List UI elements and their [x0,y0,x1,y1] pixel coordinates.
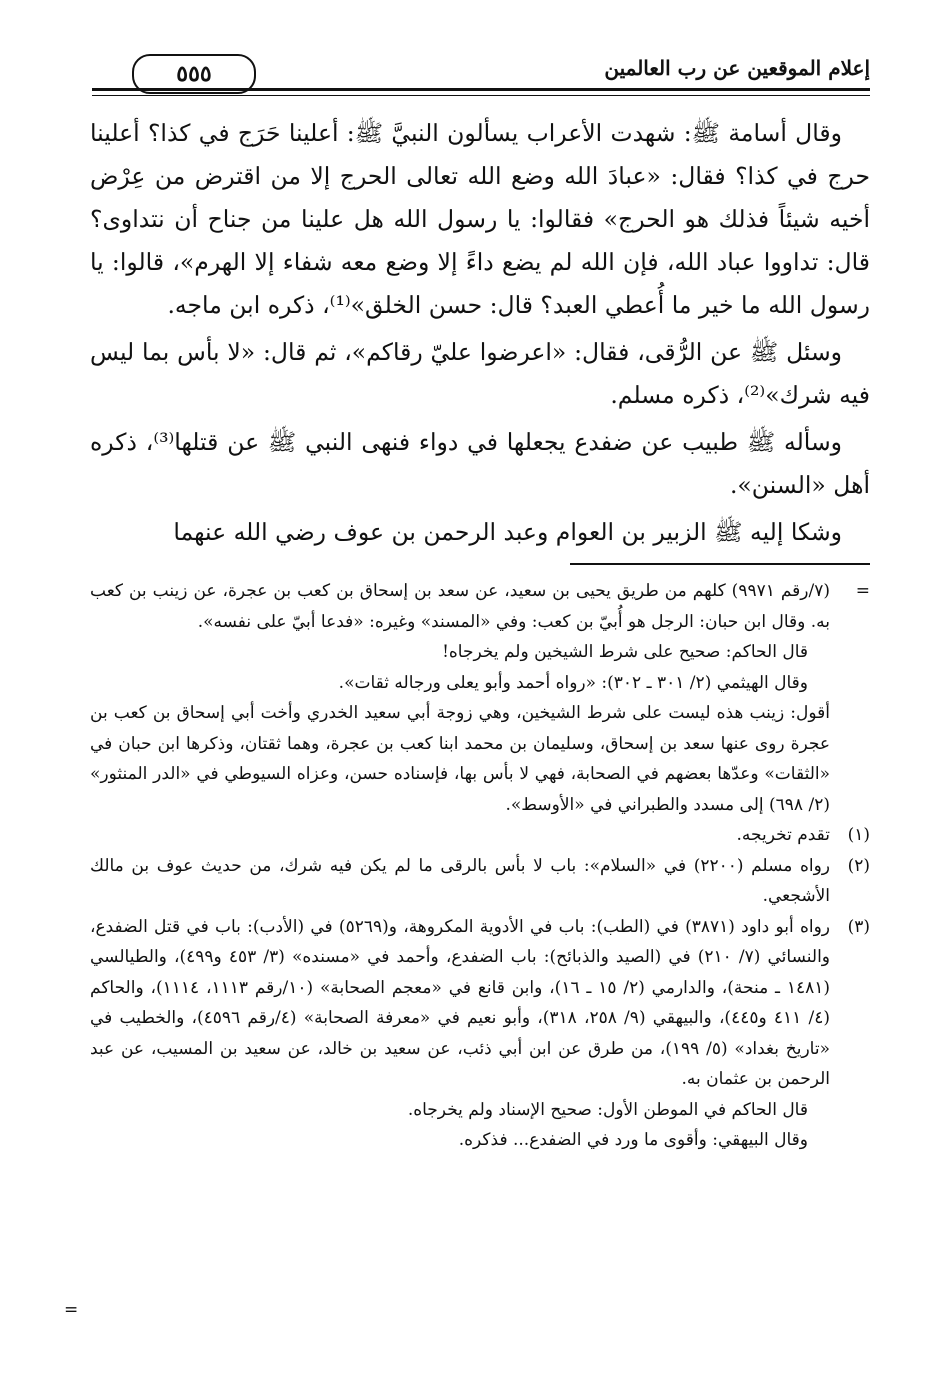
footnote-line: (٧/رقم ٩٩٧١) كلهم من طريق يحيى بن سعيد، عن سعد بن إسحاق بن كعب بن عجرة، عن زينب بن كعب به. وقال ابن حبان: الرجل هو أُبيّ بن كعب: وفي «المسند» وغيره: «فدعا أبيّ على نفسه». [90,581,831,632]
footnote-line: قال الحاكم: صحيح على شرط الشيخين ولم يخرجاه! [442,642,808,662]
header-rule-thin [92,95,870,96]
footnote-mark: (٢) [847,855,870,876]
paragraph: وشكا إليه ﷺ الزبير بن العوام وعبد الرحمن بن عوف رضي الله عنهما [173,518,842,546]
footnote-mark: = [855,581,870,601]
paragraph: وقال أسامة ﷺ: شهدت الأعراب يسألون النبيَّ ﷺ: أعلينا حَرَج في كذا؟ أعلينا حرج في كذا؟ فقال: «عبادَ الله وضع الله تعالى الحرج إلا من اقترض من عِرْض أخيه شيئاً فذلك هو الحرج» فقالوا: يا رسول الله هل علينا من جناح أن نتداوى؟ قال: تداووا عباد الله، فإن الله لم يضع داءً إلا وضع معه شفاء إلا الهرم»، قالوا: يا رسول الله ما خير ما أُعطي العبد؟ قال: حسن الخلق»⁽¹⁾، ذكره ابن ماجه. [90,119,870,319]
footnote-separator [570,563,870,565]
footnote-2 [90,851,870,912]
footnote-3 [90,912,870,1156]
footnote-line: تقدم تخريجه. [736,825,830,845]
footnote-line: رواه أبو داود (٣٨٧١) في (الطب): باب في الأدوية المكروهة، و(٥٢٦٩) في (الأدب): باب في قتل الضفدع، والنسائي (٧/ ٢١٠) في (الصيد والذبائح): باب الضفدع، وأحمد في «مسنده» (٣/ ٤٥٣ و٤٩٩)، والطيالسي (١٤٨١ ـ منحة)، والدارمي (٢/ ١٥ ـ ١٦)، وابن قانع في «معجم الصحابة» (١٠/رقم ١١١٣، ١١١٤)، والحاكم (٤/ ٤١١ و٤٤٥)، والبيهقي (٩/ ٢٥٨، ٣١٨)، وأبو نعيم في «معرفة الصحابة» (٤/رقم ٤٥٩٦)، والخطيب في «تاريخ بغداد» (٥/ ١٩٩)، من طرق عن ابن أبي ذئب، عن سعيد بن خالد، عن سعيد بن المسيب، عن عبد الرحمن بن عثمان به. [90,916,831,1089]
footnote-continued [90,576,870,820]
footnote-line: أقول: زينب هذه ليست على شرط الشيخين، وهي زوجة أبي سعيد الخدري وأخت أبي إسحاق بن كعب بن عجرة روى عنها سعد بن إسحاق، وسليمان بن محمد ابنا كعب بن عجرة، وهما ثقتان، وذكرها ابن حبان في «الثقات» وعدّها بعضهم في الصحابة، فهي لا بأس بها، فإسناده حسن، وعزاه السيوطي في «الدر المنثور» (٢/ ٦٩٨) إلى مسدد والطبراني في «الأوسط». [90,703,830,815]
footnote-line: وقال الهيثمي (٢/ ٣٠١ ـ ٣٠٢): «رواه أحمد وأبو يعلى ورجاله ثقات». [338,672,808,693]
book-title: إعلام الموقعين عن رب العالمين [604,56,870,80]
paragraph: وسئل ﷺ عن الرُّقى، فقال: «اعرضوا عليّ رقاكم»، ثم قال: «لا بأس بما ليس فيه شرك»⁽²⁾، ذكره مسلم. [90,338,870,409]
paragraph: وسأله ﷺ طبيب عن ضفدع يجعلها في دواء فنهى النبي ﷺ عن قتلها⁽³⁾، ذكره أهل «السنن». [90,428,870,499]
running-header [92,52,870,92]
header-rule-thick [92,88,870,91]
footnote-mark: (١) [847,825,870,845]
continuation-mark: = [64,1300,79,1320]
page-number: ٥٥٥ [132,54,256,94]
footnote-line: رواه مسلم (٢٢٠٠) في «السلام»: باب لا بأس بالرقى ما لم يكن فيه شرك، من حديث عوف بن مالك الأشجعي. [90,855,831,906]
footnote-1 [90,820,870,851]
footnote-line: وقال البيهقي: وأقوى ما ورد في الضفدع... فذكره. [458,1130,808,1150]
footnote-line: قال الحاكم في الموطن الأول: صحيح الإسناد ولم يخرجاه. [407,1099,808,1120]
main-text [90,112,870,558]
footnotes [90,576,870,1156]
footnote-mark: (٣) [847,916,870,937]
